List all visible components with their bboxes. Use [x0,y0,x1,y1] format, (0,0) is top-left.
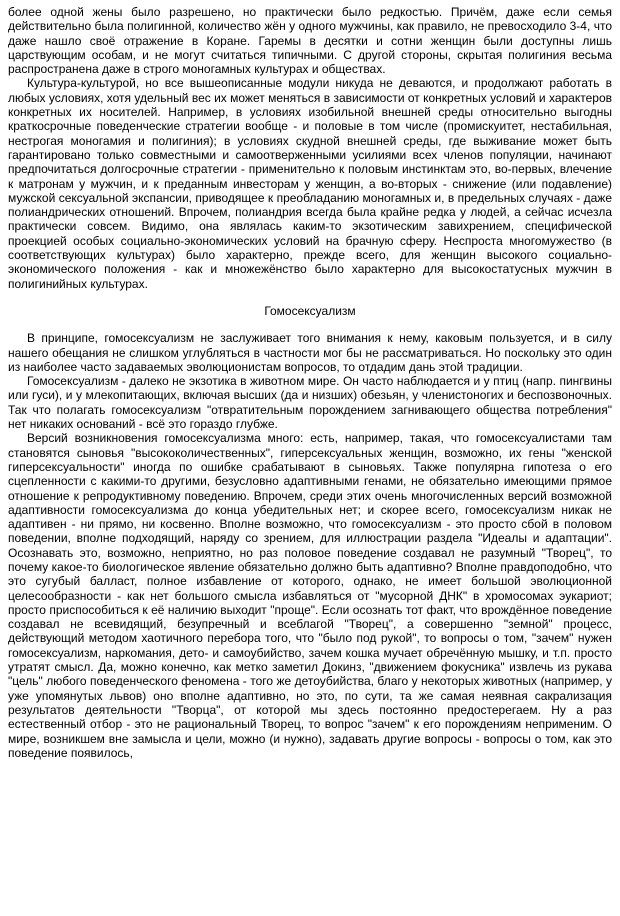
paragraph: В принципе, гомосексуализм не заслуживает того внимания к нему, каковым пользуется, и в силу нашего обещания не слишком углубляться в частности мог бы не рассматриваться. Но поскольку это один из наиболее часто задаваемых эволюционистам вопросов, то отдадим дань этой традиции. [8,331,612,374]
paragraph: Версий возникновения гомосексуализма много: есть, например, такая, что гомосексуалистами там становятся сыновья "высококоличественных", гиперсексуальных женщин, возможно, их гены "женской гиперсексуальности" иногда по ошибке срабатывают в сыновьях. Также популярна гипотеза о его сцепленности с какими-то другими, безусловно адаптивными генами, не обязательно имеющими прямое отношение к репродуктивному поведению. Впрочем, среди этих очень многочисленных версий возможной адаптивности гомосексуализма до конца убедительных нет; и скорее всего, гомосексуализм никак не адаптивен - ни прямо, ни косвенно. Вполне возможно, что гомосексуализм - это просто сбой в половом поведении, вполне подходящий, наряду со зрением, для иллюстрации раздела "Идеалы и адаптации". Осознавать это, возможно, неприятно, но раз половое поведение создавал не разумный "Творец", то почему какое-то биологическое явление обязательно должно быть адаптивно? Вполне правдоподобно, что это сугубый балласт, полное избавление от которого, однако, не имеет большой эволюционной целесообразности - как нет большого смысла избавляться от "мусорной ДНК" в хромосомах эукариот; просто приспособиться к её наличию выходит "проще". Если осознать тот факт, что врождённое поведение создавал не всевидящий, безупречный и всеблагой "Творец", а совершенно "земной" процесс, действующий методом хаотичного перебора того, что "было под рукой", то вопросы о том, "зачем" нужен гомосексуализм, наркомания, дето- и самоубийство, зачем кошка мучает обречённую мышку, и т.п. просто утратят смысл. Да, можно конечно, как метко заметил Докинз, "движением фокусника" извлечь из рукава "цель" любого поведенческого феномена - того же детоубийства, благо у некоторых животных (например, у уже упомянутых львов) оно вполне адаптивно, но это, по сути, та же самая неявная сакрализация результатов деятельности "Творца", от которой мы здесь постоянно предостерегаем. Ну а раз естественный отбор - это не рациональный Творец, то вопрос "зачем" к его порождениям неприменим. О мире, возникшем вне замысла и цели, можно (и нужно), задавать другие вопросы - вопросы о том, как это поведение появилось, [8,431,612,760]
paragraph-continuation: более одной жены было разрешено, но практически было редкостью. Причём, даже если семья действительно была полигинной, количество жён у одного мужчины, как правило, не превосходило 3-4, что даже нашло своё отражение в Коране. Гаремы в десятки и сотни женщин были доступны лишь царствующим особам, и не могут считаться типичными. С другой стороны, скрытая полигиния весьма распространена даже в строго моногамных культурах и обществах. [8,5,612,77]
paragraph: Культура-культурой, но все вышеописанные модули никуда не деваются, и продолжают работать в любых условиях, хотя удельный вес их может меняться в зависимости от конкретных условий и характеров конкретных их носителей. Например, в условиях изобильной внешней среды относительно выгодны краткосрочные поведенческие стратегии вообще - и половые в том числе (промискуитет, нестабильная, нестрогая моногамия и полигиния); в условиях скудной внешней среды, где выживание может быть гарантировано только совместными и самоотверженными усилиями всех членов популяции, начинают предпочитаться долгосрочные стратегии - применительно к половым инстинктам это, во-первых, влечение к матронам у мужчин, и к преданным инвесторам у женщин, а во-вторых - снижение (или подавление) мужской сексуальной экспансии, приводящее к преобладанию моногамных и, в предельных случаях - даже полиандрических отношений. Впрочем, полиандрия всегда была крайне редка у людей, а сейчас исчезла практически совсем. Видимо, она являлась каким-то экзотическим завихрением, специфической проекцией особых социально-экономических условий на брачную сферу. Неспроста многомужество (в соответствующих культурах) было характерно, прежде всего, для женщин высокого социально-экономического положения - как и множежёнство было характерно для высокостатусных мужчин в полигинийных культурах. [8,76,612,291]
paragraph: Гомосексуализм - далеко не экзотика в животном мире. Он часто наблюдается и у птиц (напр. пингвины или гуси), и у млекопитающих, включая высших (да и низших) обезьян, у членистоногих и беспозвоночных. Так что полагать гомосексуализм "отвратительным порождением загнивающего общества потребления" нет никаких оснований - всё это гораздо глубже. [8,374,612,432]
section-heading: Гомосексуализм [264,303,356,318]
